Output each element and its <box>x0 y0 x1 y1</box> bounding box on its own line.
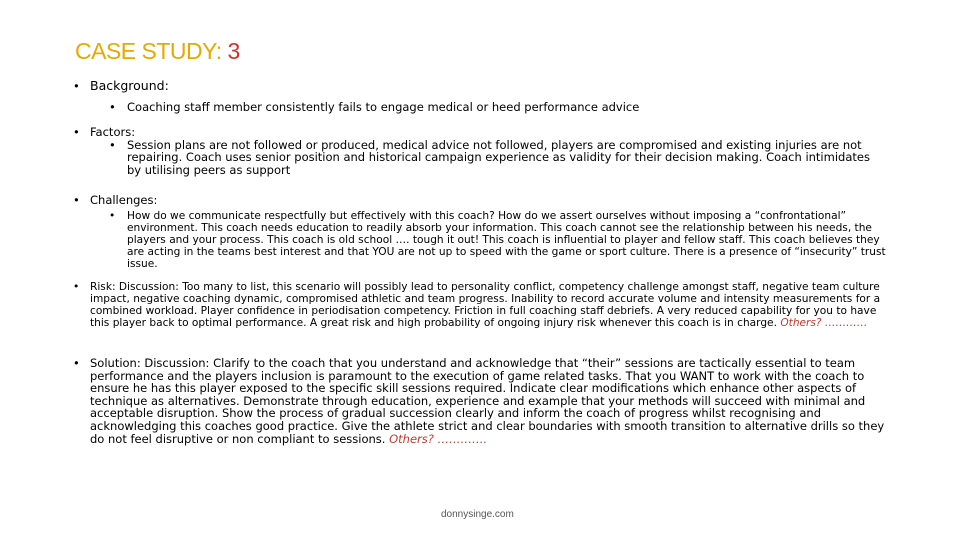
sub-bullet-icon: • <box>109 99 116 114</box>
title-number: 3 <box>227 38 240 64</box>
background-label: Background: <box>90 78 169 93</box>
solution-text: Clarify to the coach that you understand and acknowledge that “their” sessions are tactically essential to team performance and the players inclusion is paramount to the execution of game related tasks. That you WANT to work with the coach to ensure he has this player exposed to the specific skill sessions required. Indicate clear modifications which enhance other aspects of technique as alternatives. Demonstrate through education, experience and example that your methods will succeed with minimal and acceptable disruption. Show the process of gradual succession clearly and inform the coach of progress whilst recognising and acknowledging this coaches good practice. Give the athlete strict and clear boundaries with smooth transition to alternative drills so they do not feel disruptive or non compliant to sessions. <box>90 356 885 446</box>
section-factors <box>73 126 885 176</box>
challenges-sub <box>109 209 887 270</box>
page-title <box>75 38 240 65</box>
bullet-icon: • <box>73 125 80 139</box>
footer-url: donnysinge.com <box>441 509 514 520</box>
background-sub <box>109 99 893 114</box>
solution-label: Solution: Discussion: <box>90 356 210 370</box>
factors-sub-text: Session plans are not followed or produced, medical advice not followed, players are compromised and existing injuries are not repairing. Coach uses senior position and historical campaign experience as validity for their decision making. Coach intimidates by utilising peers as support <box>127 137 870 177</box>
title-prefix: CASE STUDY: <box>75 38 228 64</box>
challenges-label: Challenges: <box>90 193 158 207</box>
factors-label: Factors: <box>90 125 136 139</box>
background-sub-text: Coaching staff member consistently fails to engage medical or heed performance advice <box>127 99 640 114</box>
section-solution <box>73 357 888 445</box>
solution-others: Others? …………. <box>389 431 488 446</box>
risk-text: Too many to list, this scenario will possibly lead to personality conflict, competency challenge amongst staff, negative team culture impact, negative coaching dynamic, compromised athletic and team progress. Inability to record accurate volume and intensity measurements for a combined workload. Player confidence in periodisation competency. Friction in full coaching staff debriefs. A very reduced capability for you to have this player back to optimal performance. A great risk and high probability of ongoing injury risk whenever this coach is in charge. <box>90 281 881 329</box>
bullet-icon: • <box>73 79 80 93</box>
solution-paragraph <box>90 357 888 445</box>
bullet-icon: • <box>73 193 80 207</box>
section-challenges <box>73 194 887 270</box>
section-background <box>73 80 893 113</box>
risk-paragraph <box>90 281 885 329</box>
section-risk <box>73 281 885 329</box>
sub-bullet-icon: • <box>109 209 116 222</box>
challenges-sub-text: How do we communicate respectfully but effectively with this coach? How do we assert ourselves without imposing a “confrontational” environment. This coach needs education to readily absorb your information. This coach cannot see the relationship between his needs, the players and your process. This coach is old school …. tough it out! This coach is influential to player and fellow staff. This coach believes they are acting in the teams best interest and that YOU are not up to speed with the game or sport culture. There is a presence of “insecurity” trust issue. <box>127 209 886 270</box>
risk-label: Risk: Discussion: <box>90 281 179 293</box>
factors-sub <box>109 137 885 177</box>
bullet-icon: • <box>73 281 80 293</box>
bullet-icon: • <box>73 356 80 370</box>
sub-bullet-icon: • <box>109 137 116 152</box>
risk-others: Others? ………… <box>780 317 868 329</box>
